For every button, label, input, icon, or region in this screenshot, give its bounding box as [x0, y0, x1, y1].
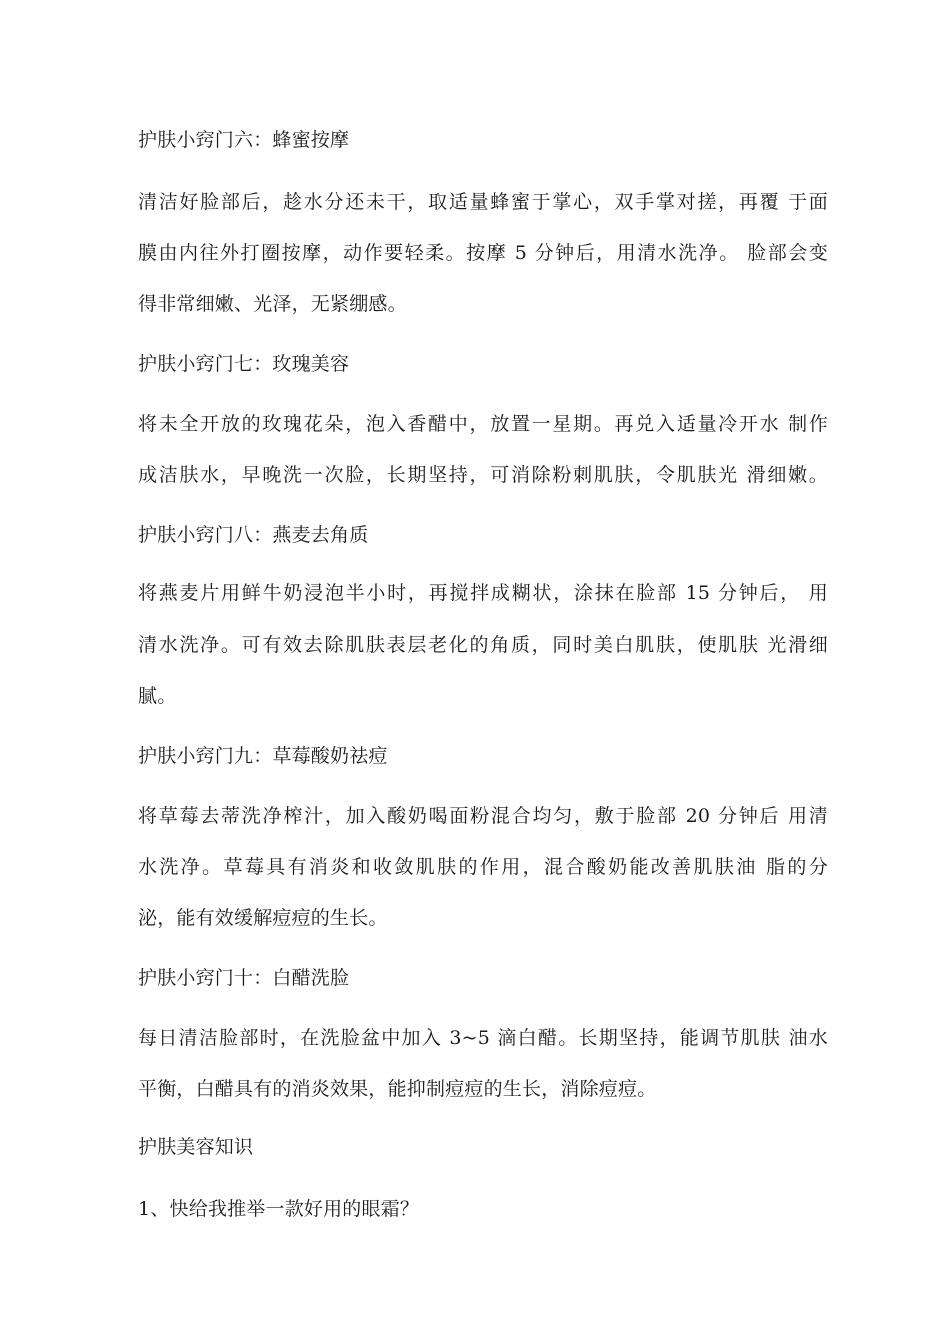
heading-tip-9: 护肤小窍门九：草莓酸奶祛痘: [138, 745, 388, 767]
heading-tip-7: 护肤小窍门七：玫瑰美容: [138, 353, 350, 375]
paragraph-line: 泌，能有效缓解痘痘的生长。: [138, 907, 388, 929]
paragraph-line: 平衡，白醋具有的消炎效果，能抑制痘痘的生长，消除痘痘。: [138, 1078, 657, 1100]
paragraph-line: 成洁肤水，早晚洗一次脸，长期坚持，可消除粉刺肌肤，令肌肤光 滑细嫩。: [138, 464, 828, 486]
paragraph-line: 每日清洁脸部时，在洗脸盆中加入 3~5 滴白醋。长期坚持，能调节肌肤 油水: [138, 1027, 828, 1049]
question-item: 1、快给我推举一款好用的眼霜？: [138, 1198, 420, 1220]
paragraph-line: 清洁好脸部后，趁水分还未干，取适量蜂蜜于掌心，双手掌对搓，再覆 于面: [138, 191, 828, 213]
paragraph-line: 将草莓去蒂洗净榨汁，加入酸奶喝面粉混合均匀，敷于脸部 20 分钟后 用清: [138, 805, 828, 827]
paragraph-line: 腻。: [138, 685, 177, 707]
paragraph-line: 将燕麦片用鲜牛奶浸泡半小时，再搅拌成糊状，涂抹在脸部 15 分钟后， 用: [138, 582, 828, 604]
heading-tip-6: 护肤小窍门六：蜂蜜按摩: [138, 129, 350, 151]
heading-tip-10: 护肤小窍门十：白醋洗脸: [138, 967, 350, 989]
paragraph-line: 清水洗净。可有效去除肌肤表层老化的角质，同时美白肌肤，使肌肤 光滑细: [138, 634, 828, 656]
paragraph-line: 将未全开放的玫瑰花朵，泡入香醋中，放置一星期。再兑入适量冷开水 制作: [138, 413, 828, 435]
section-heading: 护肤美容知识: [138, 1136, 254, 1158]
paragraph-line: 膜由内往外打圈按摩，动作要轻柔。按摩 5 分钟后，用清水洗净。 脸部会变: [138, 242, 828, 264]
heading-tip-8: 护肤小窍门八：燕麦去角质: [138, 524, 369, 546]
paragraph-line: 得非常细嫩、光泽，无紧绷感。: [138, 293, 407, 315]
paragraph-line: 水洗净。草莓具有消炎和收敛肌肤的作用，混合酸奶能改善肌肤油 脂的分: [138, 856, 828, 878]
